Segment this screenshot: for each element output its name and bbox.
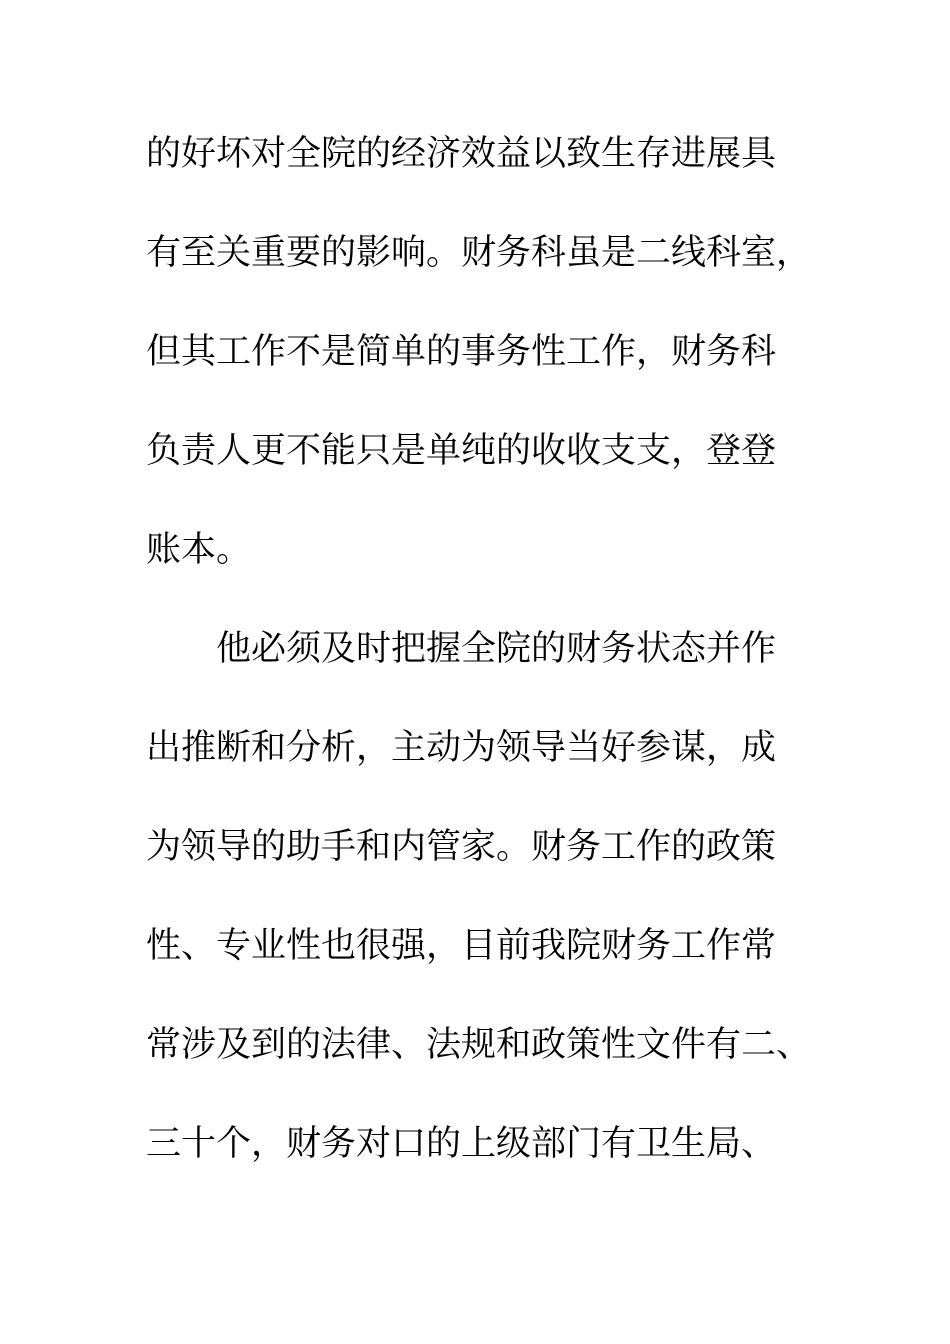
text-line: 负责人更不能只是单纯的收收支支，登登 bbox=[146, 431, 777, 471]
text-line: 常涉及到的法律、法规和政策性文件有二、 bbox=[146, 1025, 812, 1065]
text-line: 但其工作不是简单的事务性工作，财务科 bbox=[146, 332, 777, 372]
text-line: 出推断和分析，主动为领导当好参谋，成 bbox=[146, 728, 777, 768]
paragraph-start-line: 他必须及时把握全院的财务状态并作 bbox=[216, 629, 777, 669]
text-line: 的好坏对全院的经济效益以致生存进展具 bbox=[146, 134, 777, 174]
text-line: 账本。 bbox=[146, 530, 252, 570]
text-line: 三十个，财务对口的上级部门有卫生局、 bbox=[146, 1124, 777, 1164]
body-text bbox=[146, 124, 826, 1213]
text-line: 有至关重要的影响。财务科虽是二线科室， bbox=[146, 233, 812, 273]
text-line: 性、专业性也很强，目前我院财务工作常 bbox=[146, 926, 777, 966]
text-line: 为领导的助手和内管家。财务工作的政策 bbox=[146, 827, 777, 867]
